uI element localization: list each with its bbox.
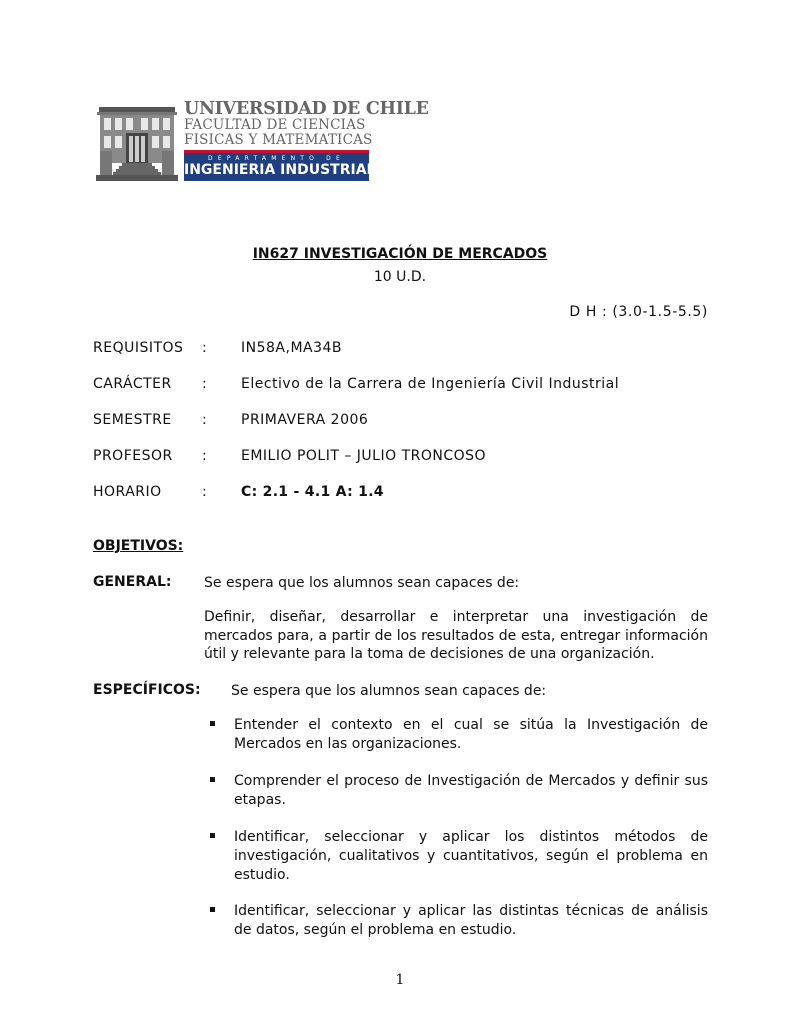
info-colon: : (202, 376, 208, 392)
bullet-icon (210, 833, 215, 838)
info-label: CARÁCTER (93, 376, 172, 392)
course-title: IN627 INVESTIGACIÓN DE MERCADOS (252, 246, 548, 262)
info-colon: : (202, 448, 208, 464)
specific-objective-text: Identificar, seleccionar y aplicar las distintas técnicas de análisis de datos, según el problema en estudio. (234, 903, 708, 938)
objectives-heading: OBJETIVOS: (93, 538, 184, 554)
specific-objective-text: Entender el contexto en el cual se sitúa la Investigación de Mercados en las organizaciones. (234, 717, 708, 752)
logo-department-name: INGENIERIA INDUSTRIAL (184, 162, 376, 178)
course-units: 10 U.D. (373, 269, 427, 285)
logo-university: UNIVERSIDAD DE CHILE (184, 99, 429, 119)
bullet-icon (210, 907, 215, 912)
bullet-icon (210, 721, 215, 726)
info-label: HORARIO (93, 484, 162, 500)
info-label: SEMESTRE (93, 412, 172, 428)
info-value: EMILIO POLIT – JULIO TRONCOSO (241, 448, 487, 464)
specific-objective-text: Comprender el proceso de Investigación de Mercados y definir sus etapas. (234, 773, 708, 808)
general-text: Definir, diseñar, desarrollar e interpretar una investigación de mercados para, a partir de los resultados de esta, entregar información útil y relevante para la toma de decisiones de una organización. (204, 609, 708, 662)
info-colon: : (202, 484, 208, 500)
logo-text (184, 99, 429, 181)
info-label: PROFESOR (93, 448, 173, 464)
info-value: C: 2.1 - 4.1 A: 1.4 (241, 484, 384, 500)
info-colon: : (202, 412, 208, 428)
logo-faculty: FACULTAD DE CIENCIAS (184, 117, 366, 133)
specific-objective-text: Identificar, seleccionar y aplicar los distintos métodos de investigación, cualitativos y cuantitativos, según el problema en estudio. (234, 829, 708, 883)
specific-label: ESPECÍFICOS: (93, 682, 201, 698)
building-icon (96, 103, 178, 181)
info-value: Electivo de la Carrera de Ingeniería Civil Industrial (241, 376, 620, 392)
logo-faculty-2: FISICAS Y MATEMATICAS (184, 132, 373, 148)
info-value: PRIMAVERA 2006 (241, 412, 369, 428)
general-intro: Se espera que los alumnos sean capaces de: (204, 575, 520, 591)
info-colon: : (202, 340, 208, 356)
university-logo (96, 99, 429, 184)
bullet-icon (210, 777, 215, 782)
info-label: REQUISITOS (93, 340, 184, 356)
specific-intro: Se espera que los alumnos sean capaces de: (231, 683, 547, 699)
page-number: 1 (395, 972, 405, 988)
general-label: GENERAL: (93, 574, 172, 590)
info-value: IN58A,MA34B (241, 340, 343, 356)
logo-department: DEPARTAMENTO DE (208, 155, 345, 162)
course-hours: D H : (3.0-1.5-5.5) (569, 304, 708, 320)
logo-department-bar (184, 150, 376, 181)
